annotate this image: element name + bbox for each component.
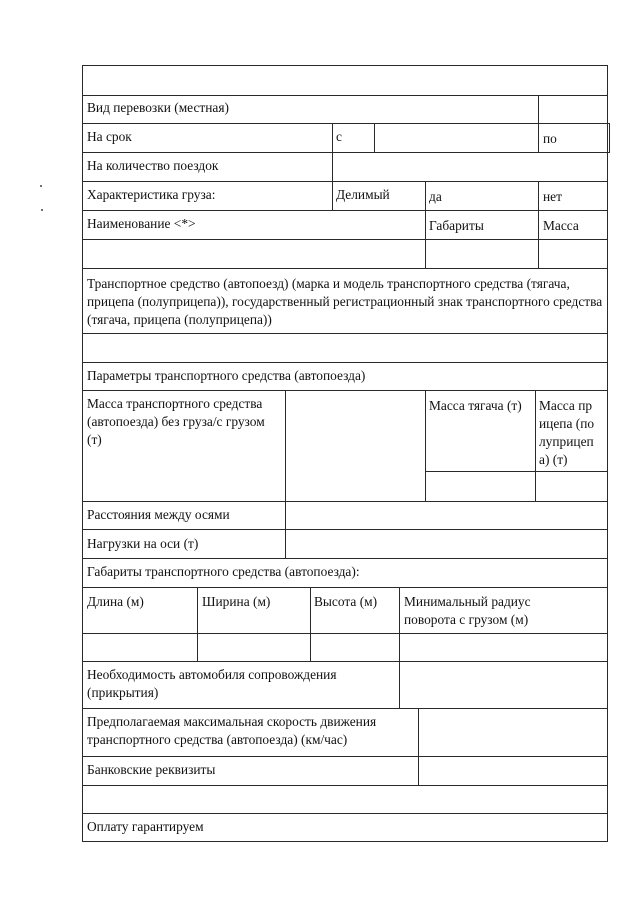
escort-vehicle-label: Необходимость автомобиля сопровождения (прикрытия) — [87, 667, 337, 700]
vehicle-dimensions-label: Габариты транспортного средства (автопоезда): — [87, 564, 360, 579]
from-label: с — [336, 129, 342, 144]
cargo-mass-label: Масса — [543, 218, 579, 233]
scan-speck — [41, 209, 43, 211]
trips-count-label: На количество поездок — [87, 158, 219, 173]
axle-distance-label: Расстояния между осями — [87, 507, 230, 522]
width-label: Ширина (м) — [202, 594, 271, 609]
height-label: Высота (м) — [314, 594, 378, 609]
scan-speck — [40, 185, 42, 187]
cargo-dimensions-label: Габариты — [429, 218, 484, 233]
vehicle-mass-label: Масса транспортного средства (автопоезда) без груза/с грузом (т) — [87, 396, 265, 447]
yes-label: да — [429, 189, 442, 204]
cargo-name-label: Наименование <*> — [87, 216, 196, 231]
to-label: по — [543, 131, 557, 146]
axle-load-label: Нагрузки на оси (т) — [87, 536, 199, 551]
tractor-mass-label: Масса тягача (т) — [429, 398, 522, 413]
max-speed-label: Предполагаемая максимальная скорость движения транспортного средства (автопоезда) (км/час) — [87, 714, 377, 747]
length-label: Длина (м) — [87, 594, 144, 609]
bank-details-label: Банковские реквизиты — [87, 762, 216, 777]
turn-radius-label: Минимальный радиус поворота с грузом (м) — [404, 594, 531, 627]
vehicle-params-label: Параметры транспортного средства (автопоезда) — [87, 368, 366, 383]
trailer-mass-label: Масса прицепа (полуприцепа) (т) — [539, 398, 595, 467]
transport-type-label: Вид перевозки (местная) — [87, 100, 229, 115]
payment-guarantee-label: Оплату гарантируем — [87, 819, 204, 834]
period-label: На срок — [87, 129, 132, 144]
divisible-label: Делимый — [336, 187, 390, 202]
cargo-characteristics-label: Характеристика груза: — [87, 187, 216, 202]
vehicle-description-label: Транспортное средство (автопоезд) (марка и модель транспортного средства (тягача, прицепа (полуприцепа)), государственный регистрационный знак транспортного средства (тягача, прицепа (полуприцепа)) — [87, 276, 603, 327]
no-label: нет — [543, 189, 562, 204]
